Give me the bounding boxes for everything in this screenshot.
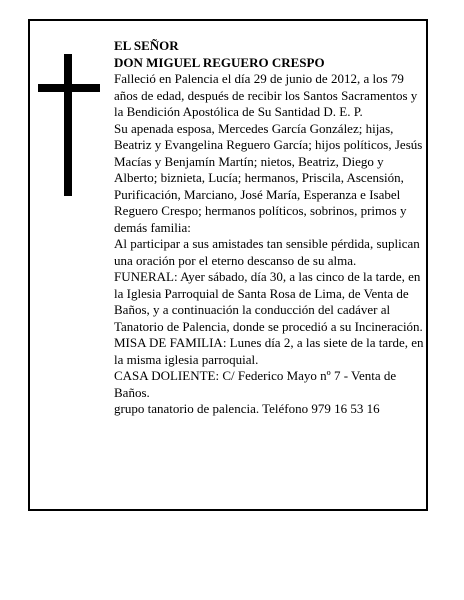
death-details: Falleció en Palencia el día 29 de junio de 2012, a los 79 años de edad, después de recibir los Santos Sacramentos y la Bendición Apostólica de Su Santidad D. E. P. [114,71,418,119]
mourning-house: CASA DOLIENTE: C/ Federico Mayo nº 7 - Venta de Baños. [114,368,397,400]
notice-text [114,38,426,418]
notice-title: EL SEÑOR [114,38,179,53]
cross-vertical-bar [64,54,72,196]
cross-horizontal-bar [38,84,100,92]
funeral-info: FUNERAL: Ayer sábado, día 30, a las cinco de la tarde, en la Iglesia Parroquial de Santa Rosa de Lima, de Venta de Baños, y a continuación la conducción del cadáver al Tanatorio de Palencia, donde se procedió a su Incineración. [114,269,423,334]
cross-icon [38,54,100,196]
deceased-name: DON MIGUEL REGUERO CRESPO [114,54,325,70]
prayer-request: Al participar a sus amistades tan sensible pérdida, suplican una oración por el eterno descanso de su alma. [114,236,420,268]
family-list: Su apenada esposa, Mercedes García González; hijas, Beatriz y Evangelina Reguero García; hijos políticos, Jesús Macías y Benjamín Martín; nietos, Beatriz, Diego y Alberto; biznieta, Lucía; hermanos, Priscila, Ascensión, Purificación, Marciano, José María, Esperanza e Isabel Reguero Crespo; hermanos políticos, sobrinos, primos y demás familia: [114,120,423,235]
family-mass-info: MISA DE FAMILIA: Lunes día 2, a las siete de la tarde, en la misma iglesia parroquial. [114,335,424,367]
funeral-home-contact: grupo tanatorio de palencia. Teléfono 979 16 53 16 [114,401,380,416]
